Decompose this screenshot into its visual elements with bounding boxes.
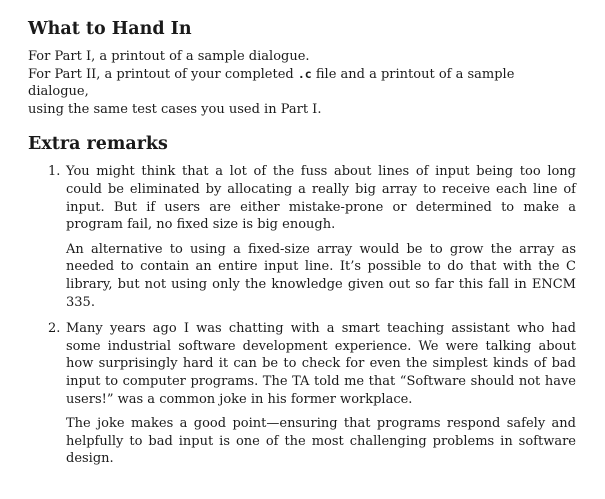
list-item-number: 2.: [48, 321, 61, 337]
hand-in-paragraph: [28, 48, 576, 118]
list-item-number: 1.: [48, 164, 61, 180]
list-item-paragraph: The joke makes a good point—ensuring that programs respond safely and helpfully to bad input is one of the most challenging problems in software design.: [66, 416, 576, 467]
hand-in-line-2-start: For Part II, a printout of your completed: [28, 66, 298, 82]
hand-in-line-3: using the same test cases you used in Part I.: [28, 101, 322, 117]
document-page: [28, 18, 576, 477]
list-item-paragraph: Many years ago I was chatting with a smart teaching assistant who had some industrial software development experience. We were talking about how surprisingly hard it can be to check for even the simplest kinds of bad input to computer programs. The TA told me that “Software should not have users!” was a common joke in his former workplace.: [66, 321, 576, 407]
hand-in-line-2-end: file and a printout of a sample dialogue,: [28, 66, 515, 100]
section-heading-extra-remarks: Extra remarks: [28, 134, 168, 155]
remarks-list: [28, 163, 576, 468]
extra-remarks-section: [28, 133, 576, 468]
list-item-paragraph: An alternative to using a fixed-size array would be to grow the array as needed to contain an entire input line. It’s possible to do that with the C library, but not using only the knowledge given out so far this fall in ENCM 335.: [66, 241, 576, 310]
hand-in-line-1: For Part I, a printout of a sample dialogue.: [28, 49, 310, 64]
list-item-paragraph: You might think that a lot of the fuss about lines of input being too long could be eliminated by allocating a really big array to receive each line of input. But if users are either mistake-prone or determined to make a program fail, no fixed size is big enough.: [66, 164, 576, 233]
c-file-extension: .c: [297, 66, 312, 81]
list-item: [28, 163, 576, 311]
list-item: [28, 320, 576, 468]
section-heading-what-to-hand-in: What to Hand In: [28, 19, 192, 39]
what-to-hand-in-section: [28, 18, 576, 118]
